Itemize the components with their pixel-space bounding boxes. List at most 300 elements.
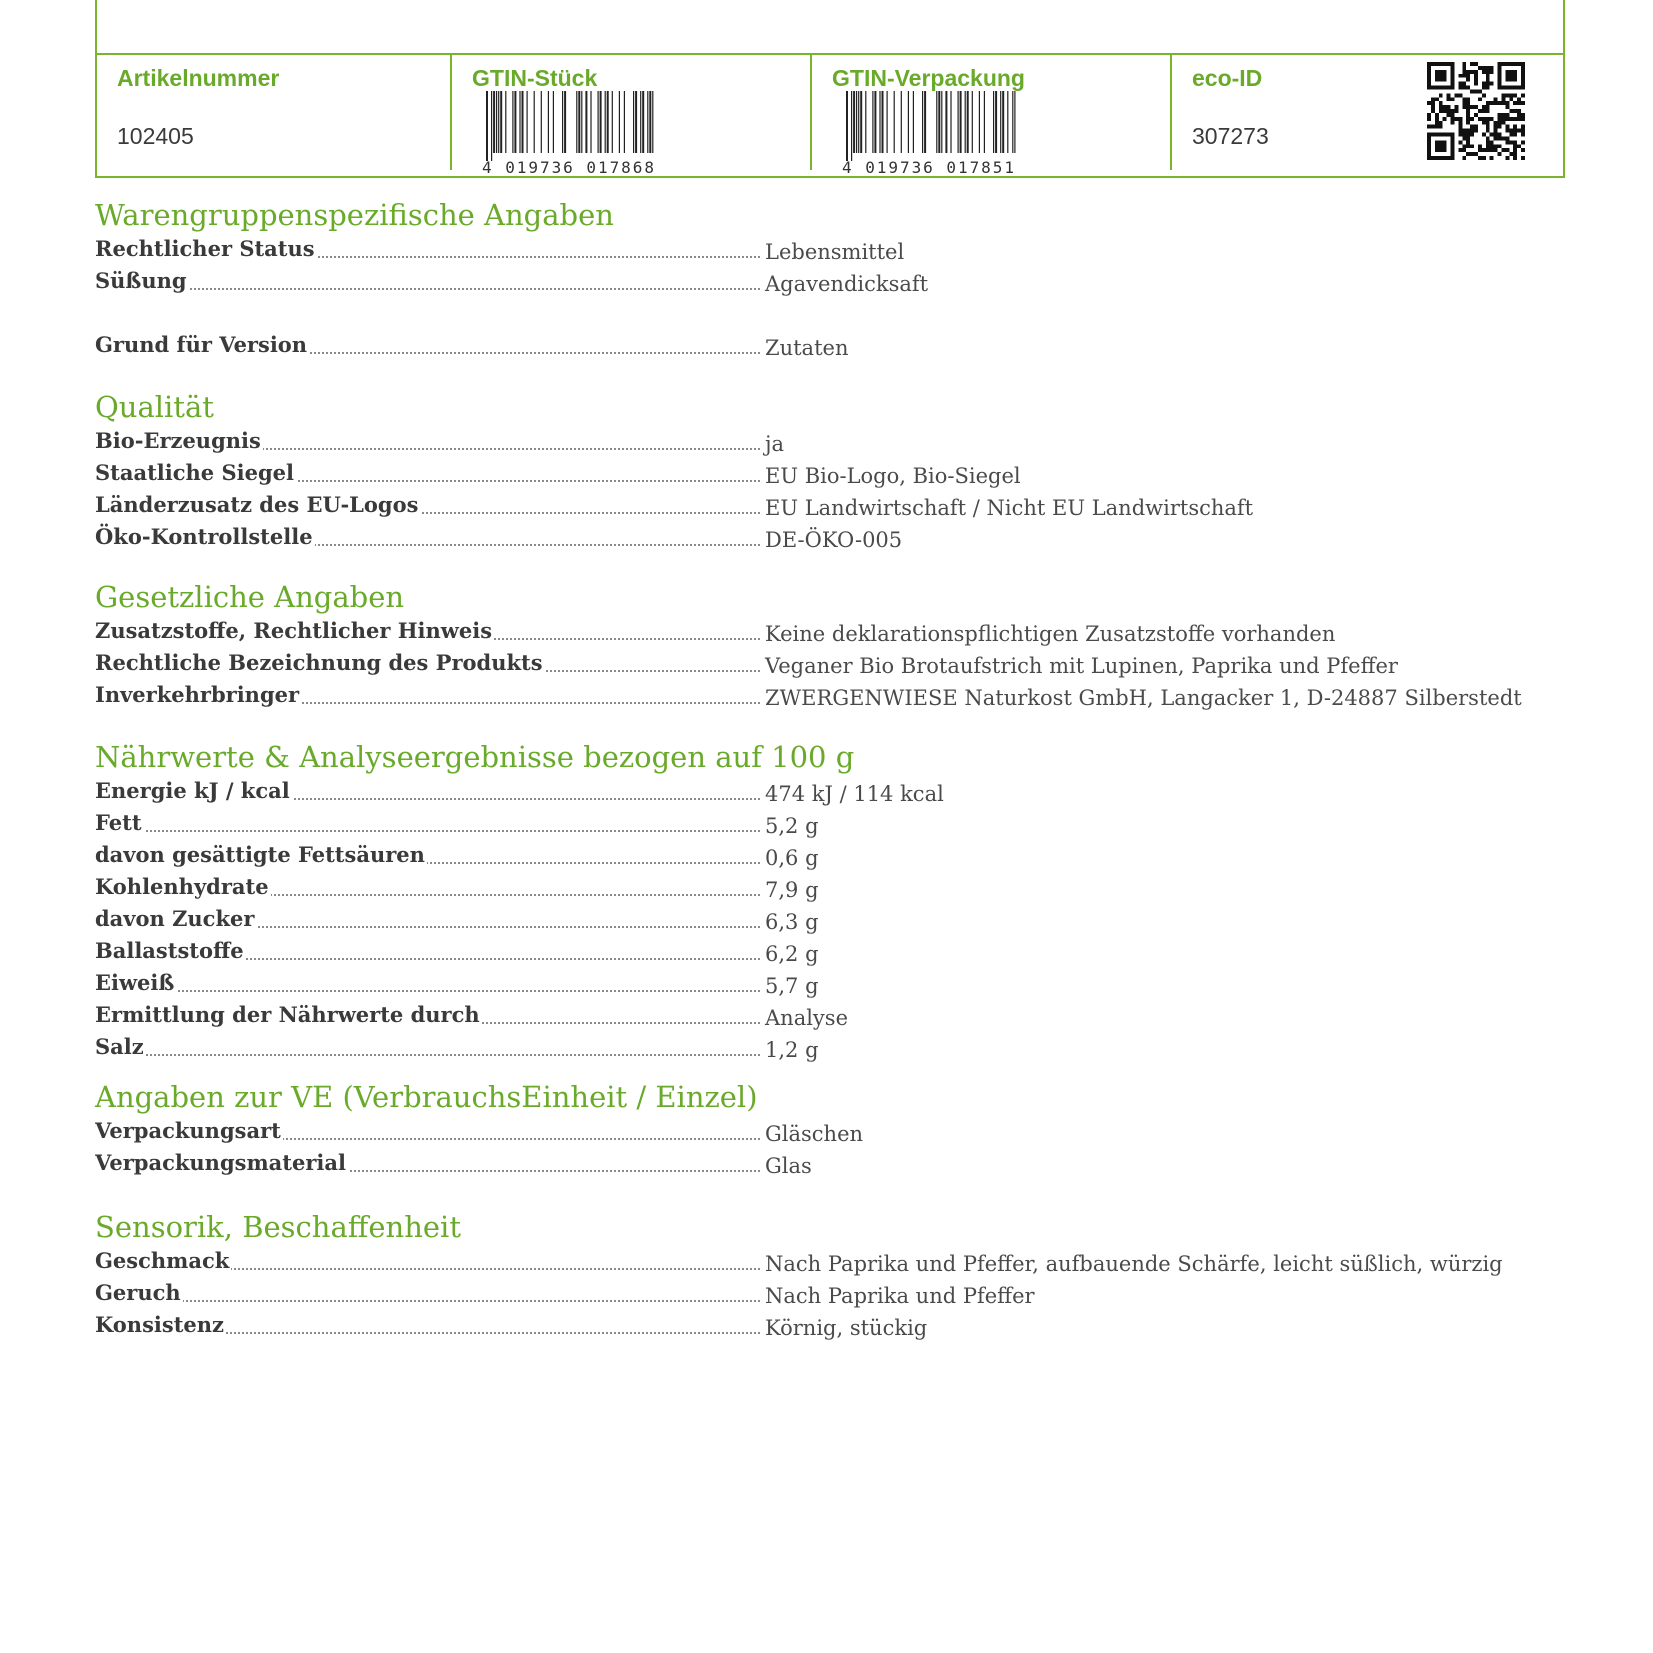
section-title: Nährwerte & Analyseergebnisse bezogen auf 100 g [95, 740, 855, 774]
barcode-bar [858, 91, 859, 153]
qr-module [1462, 86, 1466, 90]
barcode-bar [1000, 91, 1001, 153]
qr-module [1494, 125, 1498, 129]
qr-module [1486, 144, 1490, 148]
qr-module [1447, 105, 1451, 109]
spec-label: Zusatzstoffe, Rechtlicher Hinweis [95, 618, 493, 643]
barcode-bar [505, 91, 506, 153]
barcode-bar [1002, 91, 1004, 153]
spec-label-cell [95, 1148, 760, 1180]
qr-module [1443, 117, 1447, 121]
qr-module [1490, 82, 1494, 86]
qr-module [1447, 109, 1451, 113]
qr-module [1458, 133, 1462, 137]
qr-module [1474, 62, 1478, 66]
spec-label-cell [95, 904, 760, 936]
qr-module [1513, 152, 1517, 156]
barcode-bar [1014, 91, 1015, 153]
spec-value: DE-ÖKO-005 [765, 528, 903, 552]
qr-module [1466, 136, 1470, 140]
qr-module [1517, 129, 1521, 133]
qr-module [1498, 152, 1502, 156]
qr-module [1478, 97, 1482, 101]
section-4 [95, 1078, 1565, 1180]
spec-value: EU Bio-Logo, Bio-Siegel [765, 464, 1021, 488]
spec-label-cell [95, 458, 760, 490]
barcode-bar [652, 91, 653, 153]
qr-module [1505, 129, 1509, 133]
qr-module [1517, 117, 1521, 121]
qr-module [1486, 66, 1490, 70]
qr-module [1486, 82, 1490, 86]
barcode-bar [995, 91, 997, 153]
qr-module [1505, 125, 1509, 129]
spec-label-cell [95, 330, 760, 362]
qr-module [1486, 125, 1490, 129]
qr-module [1521, 133, 1525, 137]
qr-module [1466, 117, 1470, 121]
qr-module [1482, 133, 1486, 137]
spec-label: Rechtliche Bezeichnung des Produkts [95, 650, 543, 675]
spec-value: Nach Paprika und Pfeffer [765, 1284, 1035, 1308]
spec-label: Rechtlicher Status [95, 236, 315, 261]
barcode-bar [522, 91, 524, 153]
qr-module [1517, 144, 1521, 148]
qr-module [1466, 109, 1470, 113]
spec-label: Staatliche Siegel [95, 460, 294, 485]
qr-module [1498, 86, 1525, 90]
barcode-bar [600, 91, 602, 153]
barcode-bar [945, 91, 947, 153]
qr-module [1509, 97, 1513, 101]
spec-value: Körnig, stückig [765, 1316, 928, 1340]
spec-label: Grund für Version [95, 332, 308, 357]
spec-label: Fett [95, 810, 142, 835]
barcode-bar [856, 91, 857, 153]
qr-module [1458, 82, 1462, 86]
barcode-bar [553, 91, 554, 153]
qr-module [1505, 93, 1509, 97]
qr-module [1431, 101, 1435, 105]
barcode-bar [564, 91, 566, 153]
spec-label-cell [95, 936, 760, 968]
qr-module [1517, 101, 1521, 105]
qr-module [1498, 62, 1502, 89]
qr-module [1494, 101, 1498, 105]
barcode-bar [941, 91, 942, 153]
qr-module [1470, 70, 1474, 74]
barcode-bar [979, 91, 980, 153]
gtin-verpackung-cell [812, 55, 1172, 176]
barcode-bar [633, 91, 634, 153]
barcode-bar [541, 91, 542, 153]
barcode-bar [936, 91, 937, 153]
qr-module [1474, 129, 1478, 133]
qr-module [1439, 109, 1443, 113]
qr-module [1482, 109, 1486, 113]
qr-module [1490, 117, 1494, 121]
qr-module [1447, 97, 1451, 101]
spec-label-cell [95, 1278, 760, 1310]
qr-module [1486, 148, 1490, 152]
qr-module [1451, 133, 1455, 160]
qr-module [1431, 97, 1435, 101]
spec-value: Keine deklarationspflichtigen Zusatzstoffe vorhanden [765, 622, 1336, 646]
qr-module [1521, 140, 1525, 144]
qr-module [1466, 121, 1470, 125]
identifier-row [97, 53, 1563, 176]
qr-module [1509, 140, 1513, 144]
qr-module [1521, 93, 1525, 97]
qr-module [1521, 148, 1525, 152]
qr-module [1462, 144, 1466, 148]
qr-module [1427, 125, 1431, 129]
qr-module [1466, 129, 1470, 133]
spec-label-cell [95, 1000, 760, 1032]
spec-value: Analyse [765, 1006, 848, 1030]
qr-module [1494, 129, 1498, 133]
spec-label: Süßung [95, 268, 187, 293]
qr-module [1486, 86, 1490, 90]
qr-module [1474, 105, 1478, 109]
qr-module [1494, 121, 1498, 125]
qr-module [1451, 109, 1455, 113]
barcode-bar [860, 91, 862, 153]
spec-row [95, 840, 1565, 872]
qr-module [1482, 86, 1486, 90]
qr-module [1505, 117, 1509, 121]
qr-module [1513, 129, 1517, 133]
qr-module [1494, 148, 1498, 152]
barcode-bar [894, 91, 895, 153]
section-5 [95, 1208, 1565, 1342]
spec-row [95, 968, 1565, 1000]
qr-module [1443, 105, 1447, 109]
section-title: Sensorik, Beschaffenheit [95, 1210, 461, 1244]
qr-module [1486, 140, 1490, 144]
qr-module [1443, 109, 1447, 113]
artikelnummer-value: 102405 [117, 123, 194, 149]
barcode-bar [498, 91, 499, 153]
qr-module [1490, 66, 1494, 70]
barcode-bar [548, 91, 549, 153]
qr-module [1427, 86, 1454, 90]
qr-module [1501, 121, 1505, 125]
spec-row [95, 458, 1565, 490]
barcode-bar [640, 91, 641, 153]
qr-module [1470, 129, 1474, 133]
spec-label-cell [95, 1246, 760, 1278]
spec-row [95, 426, 1565, 458]
qr-module [1505, 156, 1509, 160]
barcode-bar [938, 91, 940, 153]
qr-module [1458, 129, 1462, 133]
qr-module [1470, 105, 1474, 109]
barcode-bar [605, 91, 606, 153]
qr-module [1458, 121, 1462, 125]
spec-label: davon Zucker [95, 906, 255, 931]
qr-module [1439, 93, 1443, 97]
spec-row [95, 616, 1565, 648]
spec-label-cell [95, 840, 760, 872]
barcode-bar [1007, 91, 1008, 153]
qr-module [1521, 117, 1525, 121]
qr-module [1431, 105, 1435, 109]
barcode-bar [642, 91, 644, 153]
qr-module [1462, 101, 1466, 105]
qr-module [1494, 144, 1498, 148]
qr-module [1462, 156, 1466, 160]
barcode-bar [493, 91, 495, 153]
section-0 [95, 196, 1565, 362]
qr-module [1490, 133, 1494, 137]
spec-label-cell [95, 680, 760, 712]
qr-module [1462, 74, 1466, 78]
qr-module [1498, 113, 1502, 117]
qr-module [1498, 125, 1502, 129]
barcode-bar [922, 91, 923, 153]
spec-label: Öko-Kontrollstelle [95, 524, 313, 549]
qr-module [1486, 78, 1490, 82]
barcode-bar [519, 91, 520, 153]
artikelnummer-label: Artikelnummer [117, 65, 280, 91]
qr-module [1482, 70, 1486, 74]
spec-row [95, 490, 1565, 522]
spec-row [95, 1310, 1565, 1342]
qr-module [1509, 93, 1513, 97]
qr-module [1494, 97, 1498, 101]
spec-label: Verpackungsart [95, 1118, 281, 1143]
qr-module [1501, 148, 1505, 152]
qr-module [1458, 86, 1462, 90]
qr-module [1505, 70, 1517, 82]
spec-label: Verpackungsmaterial [95, 1150, 346, 1175]
qr-module [1451, 97, 1455, 101]
qr-module [1486, 109, 1490, 113]
spec-row [95, 1032, 1565, 1064]
spec-label: Salz [95, 1034, 144, 1059]
qr-module [1478, 156, 1482, 160]
spec-value: Gläschen [765, 1122, 864, 1146]
spec-value: Nach Paprika und Pfeffer, aufbauende Schärfe, leicht süßlich, würzig [765, 1252, 1503, 1276]
qr-module [1458, 140, 1462, 144]
qr-module [1478, 117, 1482, 121]
section-1 [95, 388, 1565, 554]
qr-module [1466, 133, 1470, 137]
qr-module [1427, 156, 1454, 160]
spec-label: Eiweiß [95, 970, 175, 995]
spec-row [95, 1246, 1565, 1278]
qr-module [1470, 133, 1474, 137]
qr-module [1482, 121, 1486, 125]
qr-module [1435, 70, 1447, 82]
qr-module [1454, 117, 1458, 121]
qr-module [1513, 109, 1517, 113]
qr-module [1490, 101, 1494, 105]
spec-label-cell [95, 1310, 760, 1342]
barcode-bar [958, 91, 959, 153]
qr-module [1505, 101, 1509, 105]
gtin-stueck-barcode [480, 91, 660, 175]
qr-module [1474, 125, 1478, 129]
qr-module [1501, 136, 1505, 140]
eco-id-value: 307273 [1192, 123, 1269, 149]
qr-module [1462, 148, 1466, 152]
qr-module [1474, 82, 1478, 86]
qr-module [1427, 62, 1431, 89]
qr-module [1486, 101, 1490, 105]
qr-module [1486, 121, 1490, 125]
qr-module [1505, 148, 1509, 152]
spec-value: 6,3 g [765, 910, 819, 934]
spec-row [95, 648, 1565, 680]
spec-label: Kohlenhydrate [95, 874, 269, 899]
qr-module [1462, 105, 1466, 109]
barcode-bar [865, 91, 866, 153]
spec-label: Inverkehrbringer [95, 682, 300, 707]
qr-module [1486, 136, 1490, 140]
qr-module [1509, 117, 1513, 121]
qr-module [1513, 101, 1517, 105]
qr-module [1466, 140, 1470, 144]
qr-module [1462, 62, 1466, 66]
qr-module [1478, 109, 1482, 113]
spec-row [95, 1148, 1565, 1180]
section-title: Angaben zur VE (VerbrauchsEinheit / Einzel) [95, 1080, 758, 1114]
spec-row [95, 776, 1565, 808]
qr-module [1482, 93, 1486, 97]
qr-module [1462, 136, 1466, 140]
qr-module [1458, 74, 1462, 78]
section-title: Qualität [95, 390, 214, 424]
qr-module [1454, 93, 1458, 97]
spec-value: 474 kJ / 114 kcal [765, 782, 944, 806]
barcode-bar [874, 91, 876, 153]
qr-module [1451, 113, 1455, 117]
qr-module [1486, 74, 1490, 78]
qr-module [1521, 129, 1525, 133]
barcode-bar [882, 91, 884, 153]
dot-leader [95, 1300, 760, 1302]
barcode-bar [879, 91, 880, 153]
barcode-bar [612, 91, 613, 153]
barcode-bar [972, 91, 973, 153]
barcode-bar [872, 91, 873, 153]
spec-label-cell [95, 648, 760, 680]
spec-label-cell [95, 776, 760, 808]
barcode-bar [901, 91, 902, 153]
qr-module [1447, 113, 1451, 117]
qr-module [1466, 78, 1470, 82]
qr-module [1427, 133, 1454, 137]
qr-module [1462, 66, 1466, 70]
qr-module [1478, 144, 1482, 148]
qr-module [1498, 117, 1502, 121]
barcode-bar [562, 91, 563, 153]
qr-module [1509, 152, 1513, 156]
spec-label-cell [95, 1116, 760, 1148]
eco-id-label: eco-ID [1192, 65, 1263, 91]
qr-module [1439, 105, 1443, 109]
barcode-bar [491, 91, 492, 161]
spec-row [95, 808, 1565, 840]
spec-value: ZWERGENWIESE Naturkost GmbH, Langacker 1, D-24887 Silberstedt [765, 686, 1522, 710]
spec-row [95, 872, 1565, 904]
spec-label: Konsistenz [95, 1312, 224, 1337]
spec-row [95, 1000, 1565, 1032]
qr-module [1505, 105, 1509, 109]
qr-module [1451, 62, 1455, 89]
spec-label: Energie kJ / kcal [95, 778, 290, 803]
qr-module [1505, 140, 1509, 144]
qr-module [1427, 62, 1454, 66]
qr-module [1501, 97, 1505, 101]
qr-module [1482, 66, 1486, 70]
qr-module [1458, 117, 1462, 121]
qr-module [1435, 125, 1439, 129]
spec-row [95, 936, 1565, 968]
spec-label-cell [95, 808, 760, 840]
spec-row [95, 1116, 1565, 1148]
barcode-bar [913, 91, 914, 153]
barcode-bar [624, 91, 625, 153]
artikelnummer-cell [97, 55, 452, 176]
qr-module [1470, 62, 1474, 66]
qr-module [1486, 117, 1490, 121]
qr-module [1466, 152, 1470, 156]
qr-module [1439, 121, 1443, 125]
dot-leader [95, 830, 760, 832]
qr-module [1431, 109, 1435, 113]
qr-module [1486, 129, 1490, 133]
barcode-bar [514, 91, 516, 153]
qr-module [1482, 148, 1486, 152]
barcode-bar [496, 91, 497, 153]
spec-value: 5,7 g [765, 974, 819, 998]
qr-module [1435, 113, 1439, 117]
spec-label-cell [95, 616, 760, 648]
qr-module [1474, 152, 1478, 156]
spec-label-cell [95, 234, 760, 266]
gtin-verpackung-label: GTIN-Verpackung [832, 65, 1025, 91]
spec-label: Bio-Erzeugnis [95, 428, 261, 453]
qr-module [1427, 117, 1431, 121]
spec-row [95, 234, 1565, 266]
barcode-bar [1012, 91, 1013, 153]
qr-module [1498, 101, 1502, 105]
qr-module [1474, 78, 1478, 82]
qr-module [1501, 117, 1505, 121]
qr-module [1458, 148, 1462, 152]
barcode-bar [500, 91, 502, 153]
gtin-verpackung-digits: 4 019736 017851 [842, 158, 1014, 175]
qr-module [1513, 144, 1517, 148]
spec-label-cell [95, 490, 760, 522]
qr-module [1521, 156, 1525, 160]
qr-module [1498, 133, 1502, 137]
spec-label: Ballaststoffe [95, 938, 244, 963]
spec-row [95, 266, 1565, 298]
qr-module [1451, 121, 1455, 125]
spec-label-cell [95, 872, 760, 904]
qr-module [1470, 152, 1474, 156]
qr-module [1490, 70, 1494, 74]
spec-value: Veganer Bio Brotaufstrich mit Lupinen, Paprika und Pfeffer [765, 654, 1398, 678]
barcode-bar [853, 91, 855, 153]
gtin-stueck-digits: 4 019736 017868 [482, 158, 654, 175]
qr-module [1439, 125, 1443, 129]
spec-label-cell [95, 968, 760, 1000]
